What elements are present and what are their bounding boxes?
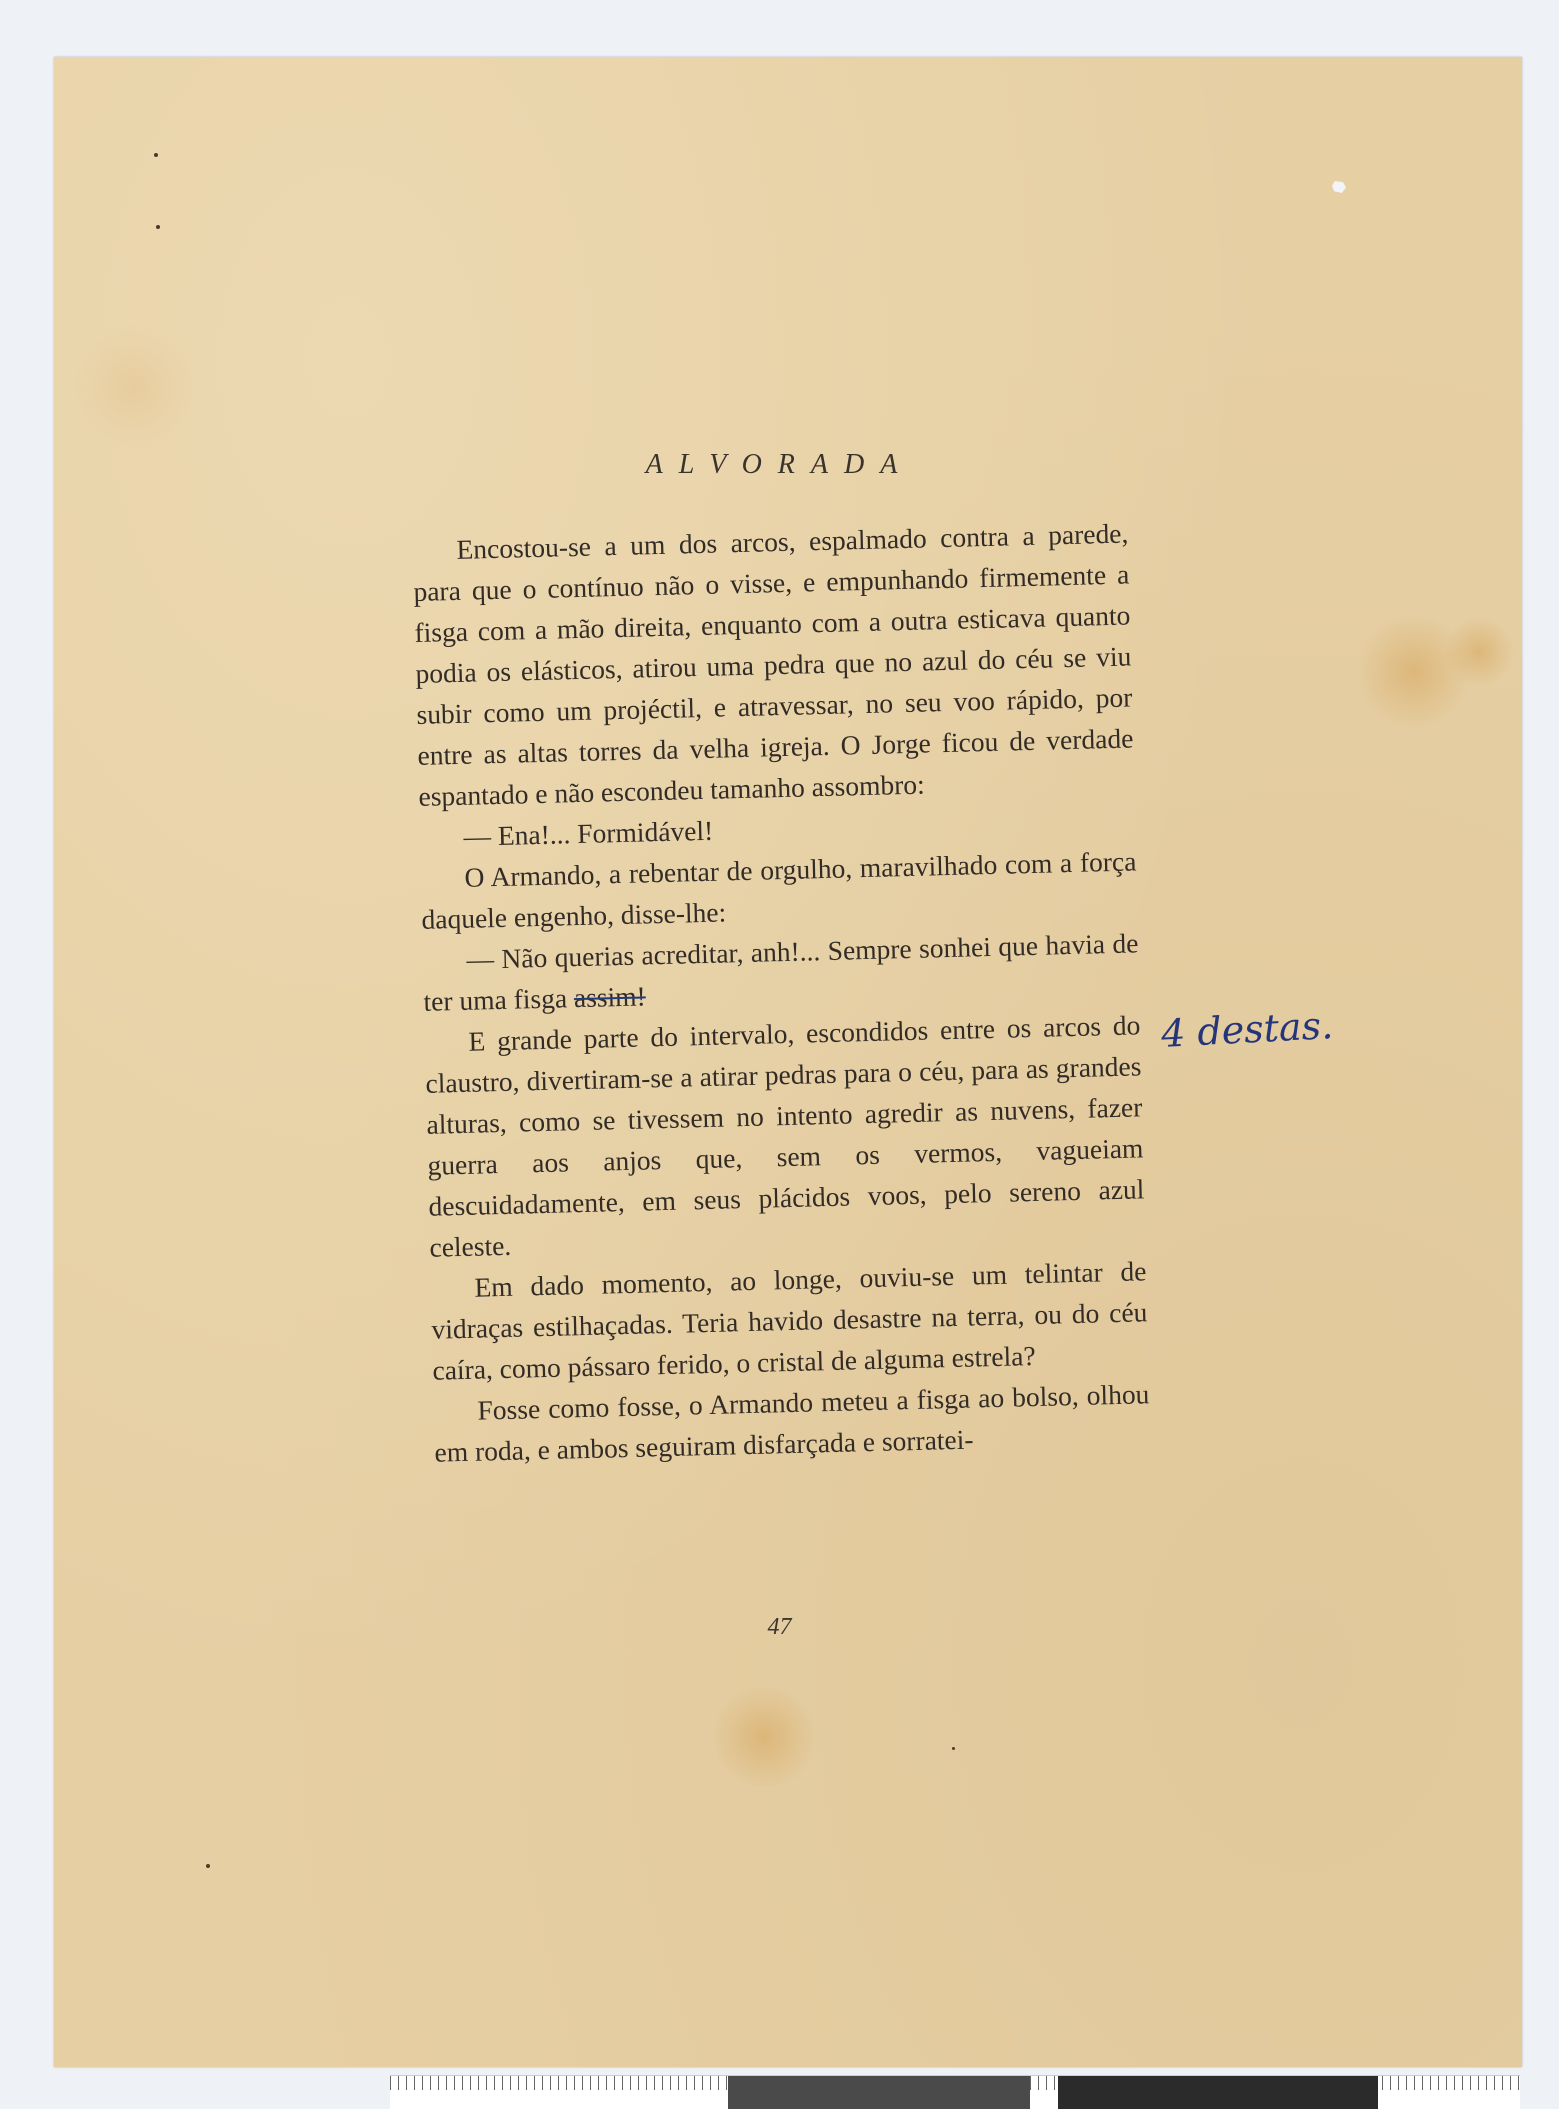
paragraph: Fosse como fosse, o Armando meteu a fisga ao bolso, olhou em roda, e ambos seguiram disfarçada e sorratei- bbox=[434, 1378, 1150, 1468]
page-number: 47 bbox=[767, 1614, 792, 1640]
paper-stain bbox=[1444, 617, 1514, 687]
paragraph: Encostou-se a um dos arcos, espalmado contra a parede, para que o contínuo não o visse, e empunhando firmemente a fisga com a mão direita, enquanto com a outra esticava quanto podia os elásticos, atirou uma pedra que no azul do céu se viu subir como um projéctil, e atravessar, no seu voo rápido, por entre as altas torres da velha igreja. O Jorge ficou de verdade espantado e não escondeu tamanho assombro: bbox=[413, 517, 1134, 812]
paper-speck bbox=[206, 1864, 210, 1868]
paper-speck bbox=[952, 1747, 955, 1750]
paper-hole bbox=[1332, 181, 1346, 193]
struck-word: assim! bbox=[573, 980, 647, 1014]
ruler-block bbox=[728, 2076, 1030, 2109]
paper-speck bbox=[156, 225, 160, 229]
body-text bbox=[412, 513, 1151, 1473]
paragraph: O Armando, a rebentar de orgulho, maravilhado com a força daquele engenho, disse-lhe: bbox=[421, 845, 1137, 935]
page-title: ALVORADA bbox=[645, 449, 914, 480]
scale-ruler bbox=[390, 2075, 1520, 2109]
dialogue-text: — Não querias acreditar, anh!... Sempre sonhei que havia de ter uma fisga bbox=[423, 927, 1139, 1017]
paper-speck bbox=[154, 153, 158, 157]
paragraph: Em dado momento, ao longe, ouviu-se um telintar de vidraças estilhaçadas. Teria havido desastre na terra, ou do céu caíra, como pássaro ferido, o cristal de alguma estrela? bbox=[431, 1255, 1148, 1386]
dialogue-line: — Ena!... Formidável! bbox=[463, 814, 714, 852]
paper-stain bbox=[709, 1687, 819, 1787]
ruler-block bbox=[1058, 2076, 1378, 2109]
handwritten-annotation: 4 destas. bbox=[1160, 1002, 1335, 1056]
paper-stain bbox=[74, 317, 194, 457]
paragraph: E grande parte do intervalo, escondidos entre os arcos do claustro, divertiram-se a atirar pedras para o céu, para as grandes alturas, como se tivessem no intento agredir as nuvens, fazer guerra aos anjos que, sem os vermos, vagueiam descuidadamente, em seus plácidos voos, pelo sereno azul celeste. bbox=[425, 1009, 1145, 1263]
